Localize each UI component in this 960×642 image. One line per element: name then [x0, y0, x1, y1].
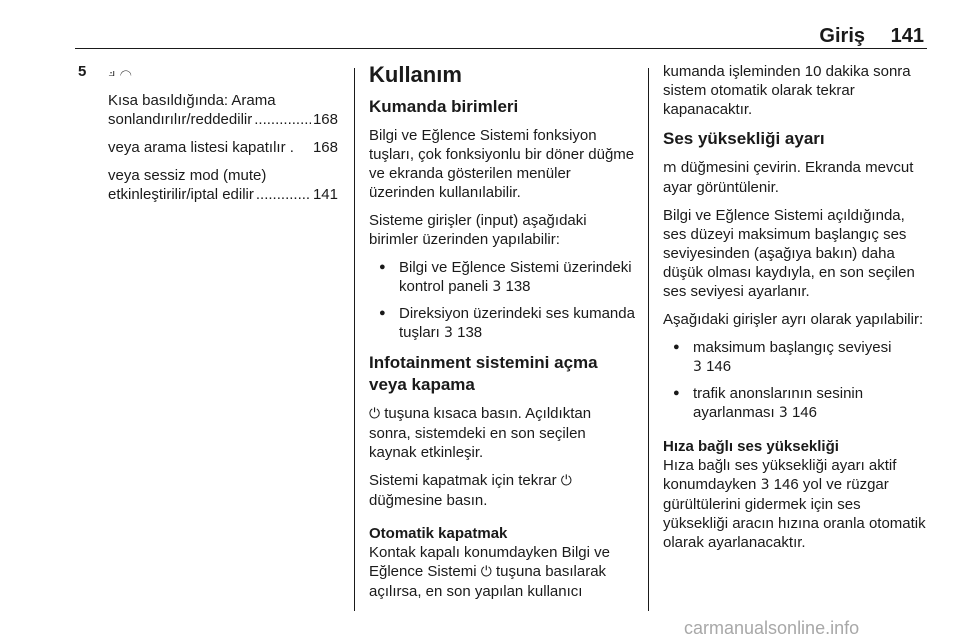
page-ref[interactable]: 141 [312, 186, 338, 203]
list-item: ● Direksiyon üzerindeki ses kumanda tuşları 3 138 [369, 304, 636, 343]
column-divider-2 [648, 68, 649, 611]
page-ref[interactable]: 138 [457, 324, 483, 341]
entry-3: veya sessiz mod (mute) etkinleştirilir/iptal edilir ..... 141 [108, 166, 338, 204]
paragraph: kumanda işleminden 10 dakika sonra sistem otomatik olarak tekrar kapanacaktır. [663, 63, 911, 118]
minor-heading: Otomatik kapatmak [369, 525, 508, 542]
power-icon: ⏻ [560, 473, 572, 489]
column-divider-1 [354, 68, 355, 611]
page-ref[interactable]: 138 [505, 278, 531, 295]
power-icon: ⏻ [369, 406, 381, 422]
subsection-title: Ses yüksekliği ayarı [663, 129, 825, 148]
page-number: 141 [890, 25, 924, 47]
paragraph: Aşağıdaki girişler ayrı olarak yapılabilir: [663, 311, 924, 328]
watermark: carmanualsonline.info [684, 618, 860, 638]
volume-knob-icon: m [663, 160, 677, 176]
page-ref[interactable]: 146 [706, 358, 732, 375]
paragraph: Bilgi ve Eğlence Sistemi fonksiyon tuşları, çok fonksiyonlu bir döner düğme ve ekranda gösterilen menüler üzerinden kullanılabilir. [369, 127, 635, 201]
paragraph: Sisteme girişler (input) aşağıdaki birimler üzerinden yapılabilir: [369, 212, 587, 248]
paragraph: Kontak kapalı konumdayken Bilgi ve Eğlence Sistemi ⏻ tuşuna basılarak açılırsa, en son yapılan kullanıcı [369, 544, 610, 600]
section-title: Kullanım [369, 62, 462, 87]
page-title: Giriş [819, 25, 865, 47]
page-ref[interactable]: 168 [312, 139, 338, 156]
page-ref[interactable]: 146 [791, 404, 817, 421]
item-number: 5 [78, 63, 87, 80]
reference-arrow-icon: 3 [760, 477, 770, 493]
column-right [663, 62, 927, 561]
page-header [75, 22, 927, 49]
minor-heading: Hıza bağlı ses yüksekliği [663, 438, 839, 455]
bullet-list [663, 338, 927, 423]
list-item: ● trafik anonslarının sesinin ayarlanması 3 146 [663, 384, 927, 423]
paragraph: ⏻ tuşuna kısaca basın. Açıldıktan sonra, sistemdeki en son seçilen kaynak etkinleşir. [369, 405, 592, 461]
paragraph: m düğmesini çevirin. Ekranda mevcut ayar görüntülenir. [663, 159, 914, 196]
numbered-item [78, 62, 338, 204]
reference-arrow-icon: 3 [492, 279, 502, 295]
phone-mute-icons: ⟓ ⌒ [108, 62, 132, 80]
reference-arrow-icon: 3 [778, 405, 788, 421]
reference-arrow-icon: 3 [444, 325, 453, 341]
bullet-list [369, 258, 636, 343]
column-left [78, 62, 338, 213]
page-ref[interactable]: 146 [773, 476, 799, 493]
entry-1: Kısa basıldığında: Arama sonlandırılır/reddedilir ..... 168 [108, 91, 338, 129]
subsection-title: Infotainment sistemini açma veya kapama [369, 353, 598, 394]
reference-arrow-icon: 3 [693, 359, 702, 375]
page-ref[interactable]: 168 [312, 111, 338, 128]
power-icon: ⏻ [480, 564, 492, 580]
entry-2: veya arama listesi kapatılır . 168 [108, 139, 338, 156]
paragraph: Sistemi kapatmak için tekrar ⏻ düğmesine basın. [369, 472, 572, 509]
paragraph: Bilgi ve Eğlence Sistemi açıldığında, ses düzeyi maksimum başlangıç ses seviyesinden (aşağıya bakın) daha düşük olması kaydıyla, en son seçilen ses seviyesi ayarlanır. [663, 207, 915, 300]
list-item: ● Bilgi ve Eğlence Sistemi üzerindeki kontrol paneli 3 138 [369, 258, 636, 297]
list-item: ● maksimum başlangıç seviyesi 3 146 [663, 338, 927, 377]
subsection-title: Kumanda birimleri [369, 97, 519, 116]
column-middle [369, 62, 636, 610]
paragraph: Hıza bağlı ses yüksekliği ayarı aktif konumdayken 3 146 yol ve rüzgar gürültülerini gidermek için ses yüksekliği aracın hızına oranla otomatik olarak ayarlanacaktır. [663, 457, 926, 551]
